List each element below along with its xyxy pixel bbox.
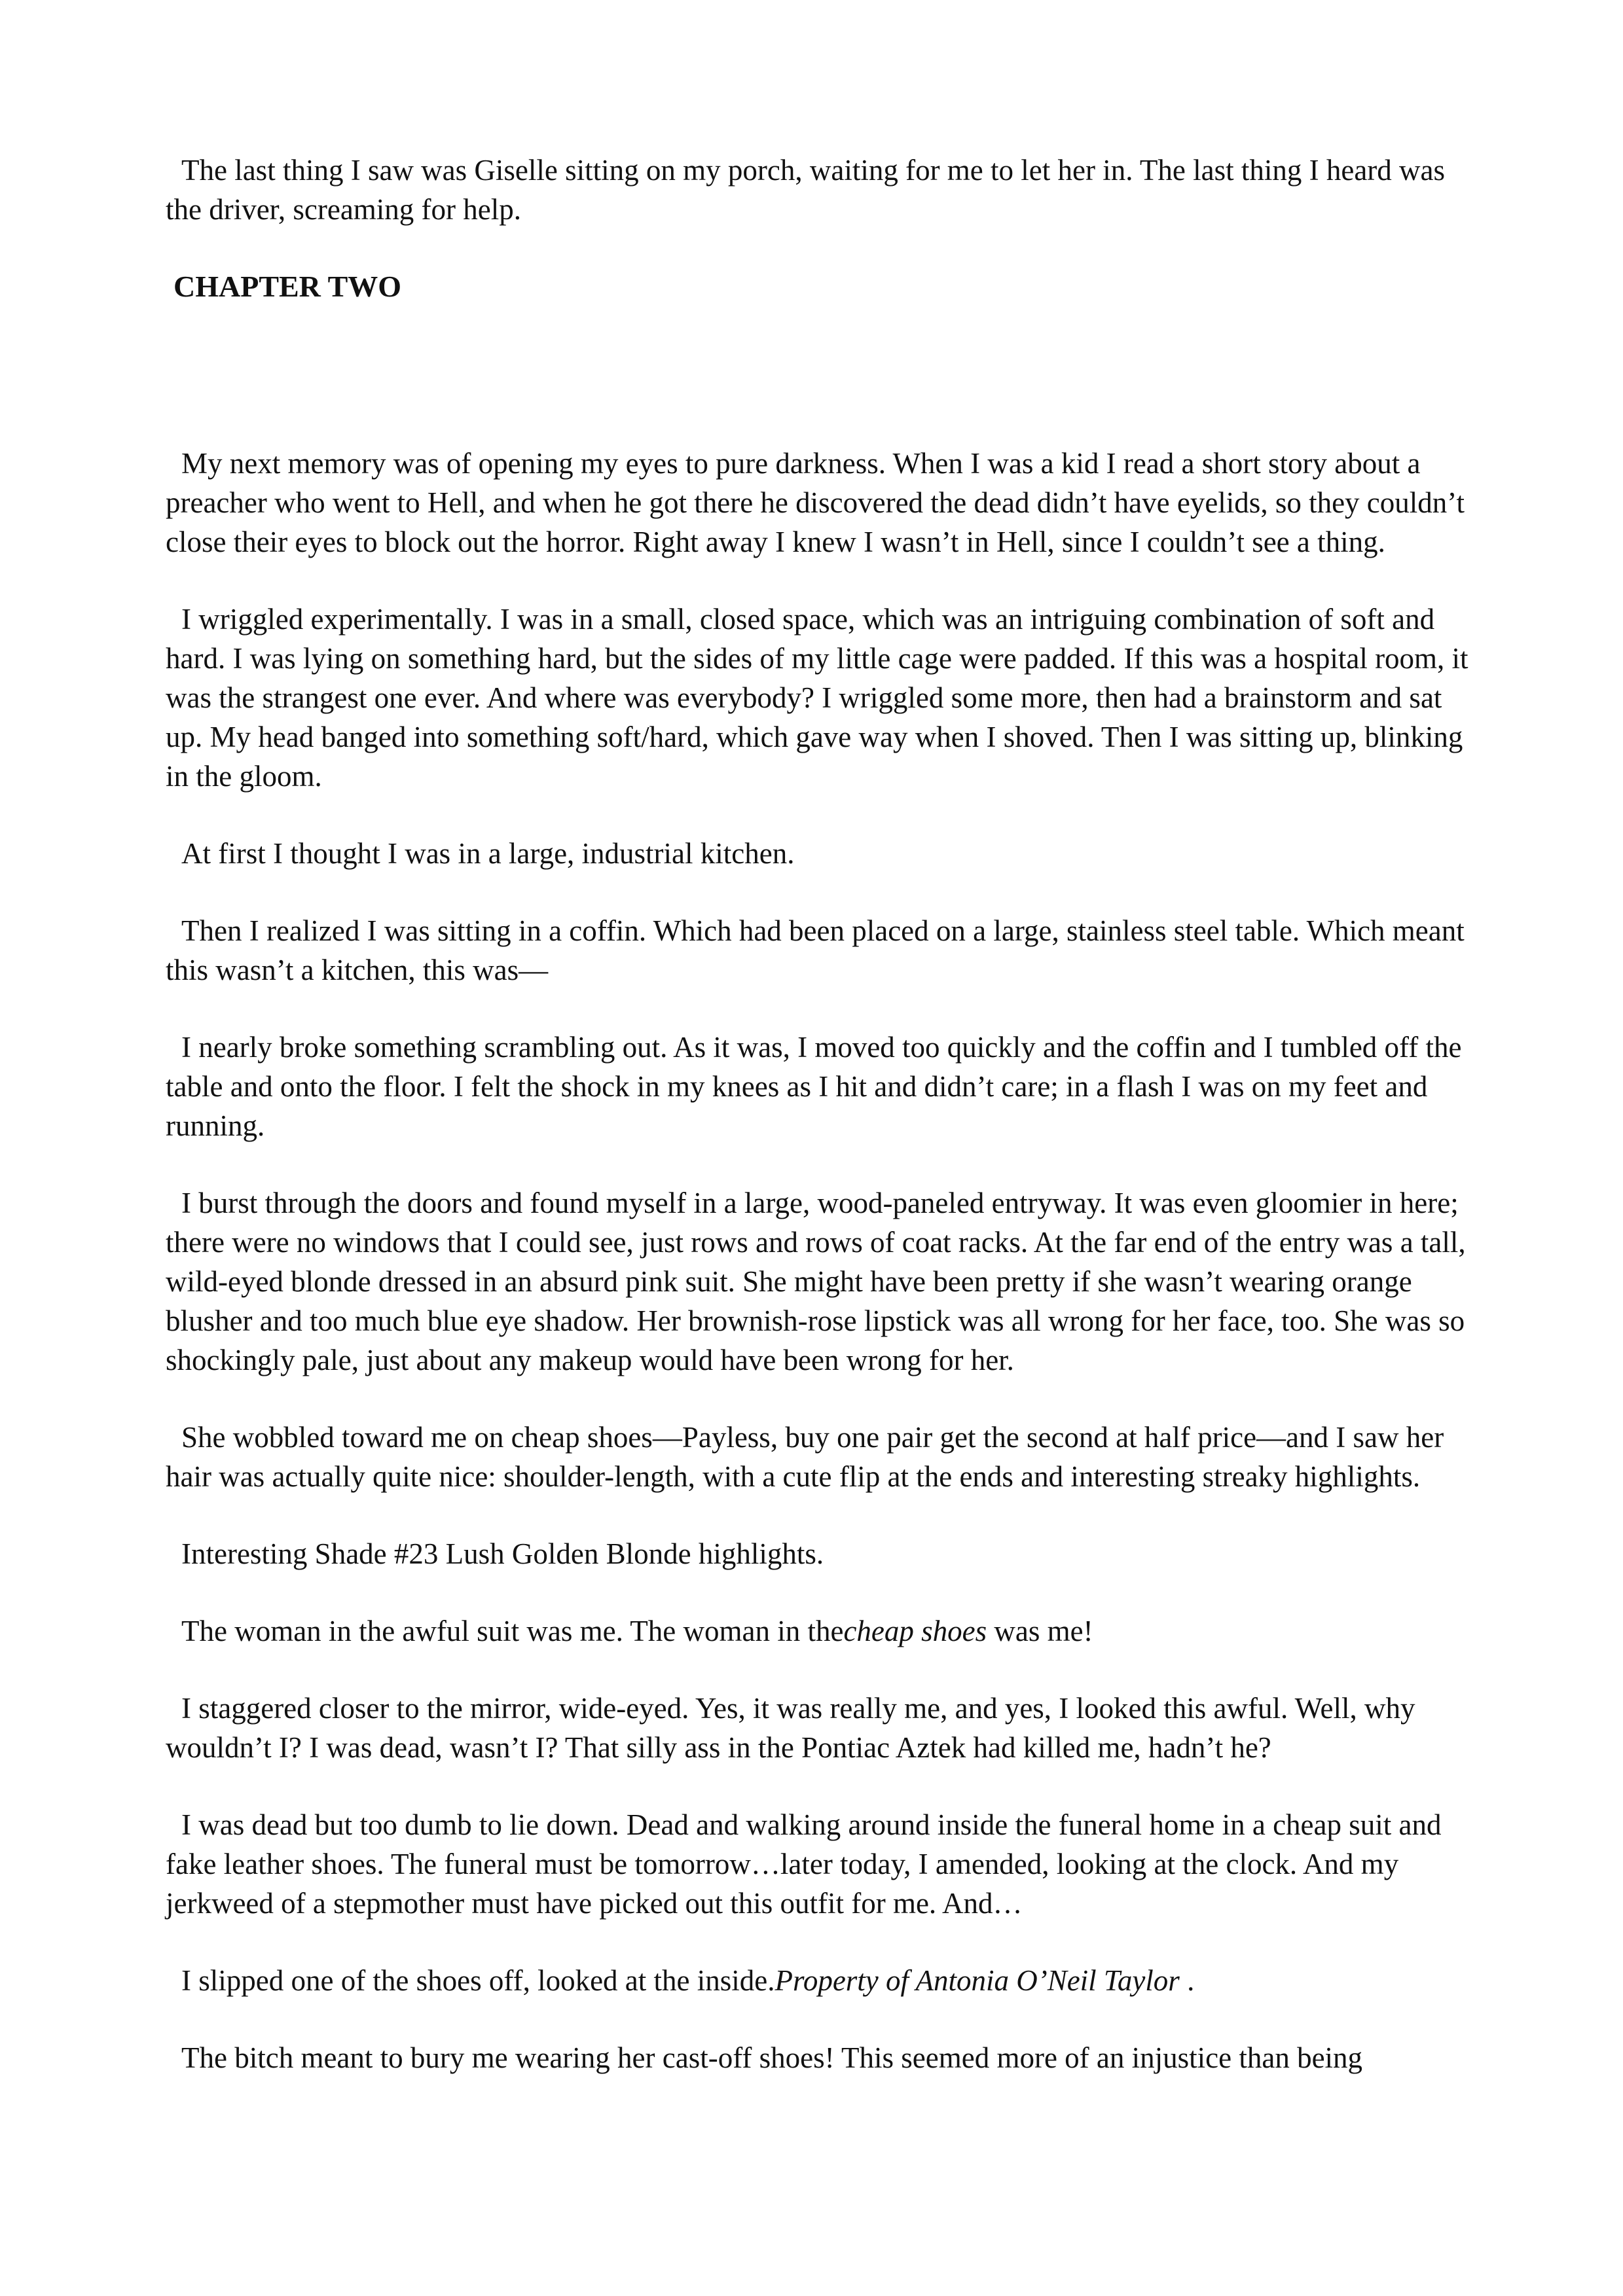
paragraph	[166, 1418, 1475, 1496]
paragraph-text: My next memory was of opening my eyes to pure darkness. When I was a kid I read a short story about a preacher who went to Hell, and when he got there he discovered the dead didn’t have eyelids, so they couldn’t close their eyes to block out the horror. Right away I knew I wasn’t in Hell, since I couldn’t see a thing.	[166, 447, 1465, 558]
paragraph-text: Interesting Shade #23 Lush Golden Blonde highlights.	[181, 1537, 824, 1570]
paragraph-text: Then I realized I was sitting in a coffin. Which had been placed on a large, stainless steel table. Which meant this wasn’t a kitchen, this was—	[166, 914, 1465, 986]
body-after-heading	[166, 444, 1475, 2077]
paragraph-text: I wriggled experimentally. I was in a small, closed space, which was an intriguing combination of soft and hard. I was lying on something hard, but the sides of my little cage were padded. If this was a hospital room, it was the strangest one ever. And where was everybody? I wriggled some more, then had a brainstorm and sat up. My head banged into something soft/hard, which gave way when I shoved. Then I was sitting up, blinking in the gloom.	[166, 603, 1468, 793]
paragraph	[166, 151, 1475, 229]
paragraph	[166, 1805, 1475, 1923]
paragraph-text: She wobbled toward me on cheap shoes—Payless, buy one pair get the second at half price—and I saw her hair was actually quite nice: shoulder-length, with a cute flip at the ends and interesting streaky highlights.	[166, 1421, 1444, 1493]
paragraph-text: I nearly broke something scrambling out. As it was, I moved too quickly and the coffin and I tumbled off the table and onto the floor. I felt the shock in my knees as I hit and didn’t care; in a flash I was on my feet and running.	[166, 1031, 1462, 1142]
paragraph	[166, 1028, 1475, 1145]
paragraph	[166, 911, 1475, 990]
chapter-heading: CHAPTER TWO	[173, 270, 402, 303]
paragraph	[166, 1183, 1475, 1380]
document-page	[166, 151, 1475, 2077]
chapter-heading-block	[166, 267, 1475, 406]
paragraph	[166, 1534, 1475, 1573]
paragraph-text: I burst through the doors and found myself in a large, wood-paneled entryway. It was even gloomier in here; there were no windows that I could see, just rows and rows of coat racks. At the far end of the entry was a tall, wild-eyed blonde dressed in an absurd pink suit. She might have been pretty if she wasn’t wearing orange blusher and too much blue eye shadow. Her brownish-rose lipstick was all wrong for her face, too. She was so shockingly pale, just about any makeup would have been wrong for her.	[166, 1187, 1466, 1376]
paragraph-text: I slipped one of the shoes off, looked at the inside.	[181, 1964, 775, 1997]
paragraph	[166, 2038, 1475, 2077]
paragraph-text: At first I thought I was in a large, industrial kitchen.	[181, 837, 795, 870]
paragraph-text: was me!	[987, 1615, 1093, 1647]
paragraph-text: I was dead but too dumb to lie down. Dead and walking around inside the funeral home in a cheap suit and fake leather shoes. The funeral must be tomorrow…later today, I amended, looking at the clock. And my jerkweed of a stepmother must have picked out this outfit for me. And…	[166, 1808, 1442, 1920]
paragraph	[166, 1689, 1475, 1767]
paragraph-text: The last thing I saw was Giselle sitting on my porch, waiting for me to let her in. The last thing I heard was the driver, screaming for help.	[166, 154, 1446, 226]
paragraph	[166, 1961, 1475, 2000]
paragraph	[166, 600, 1475, 796]
paragraph	[166, 1611, 1475, 1651]
paragraph	[166, 834, 1475, 873]
heading-spacer	[166, 306, 1475, 406]
body-before-heading	[166, 151, 1475, 229]
italic-text: Property of Antonia O’Neil Taylor	[775, 1964, 1180, 1997]
paragraph-text: .	[1179, 1964, 1195, 1997]
paragraph-text: I staggered closer to the mirror, wide-eyed. Yes, it was really me, and yes, I looked this awful. Well, why wouldn’t I? I was dead, wasn’t I? That silly ass in the Pontiac Aztek had killed me, hadn’t he?	[166, 1692, 1415, 1764]
paragraph	[166, 444, 1475, 562]
paragraph-text: The bitch meant to bury me wearing her cast-off shoes! This seemed more of an injustice than being	[181, 2041, 1363, 2074]
italic-text: cheap shoes	[843, 1615, 987, 1647]
paragraph-text: The woman in the awful suit was me. The woman in the	[181, 1615, 844, 1647]
